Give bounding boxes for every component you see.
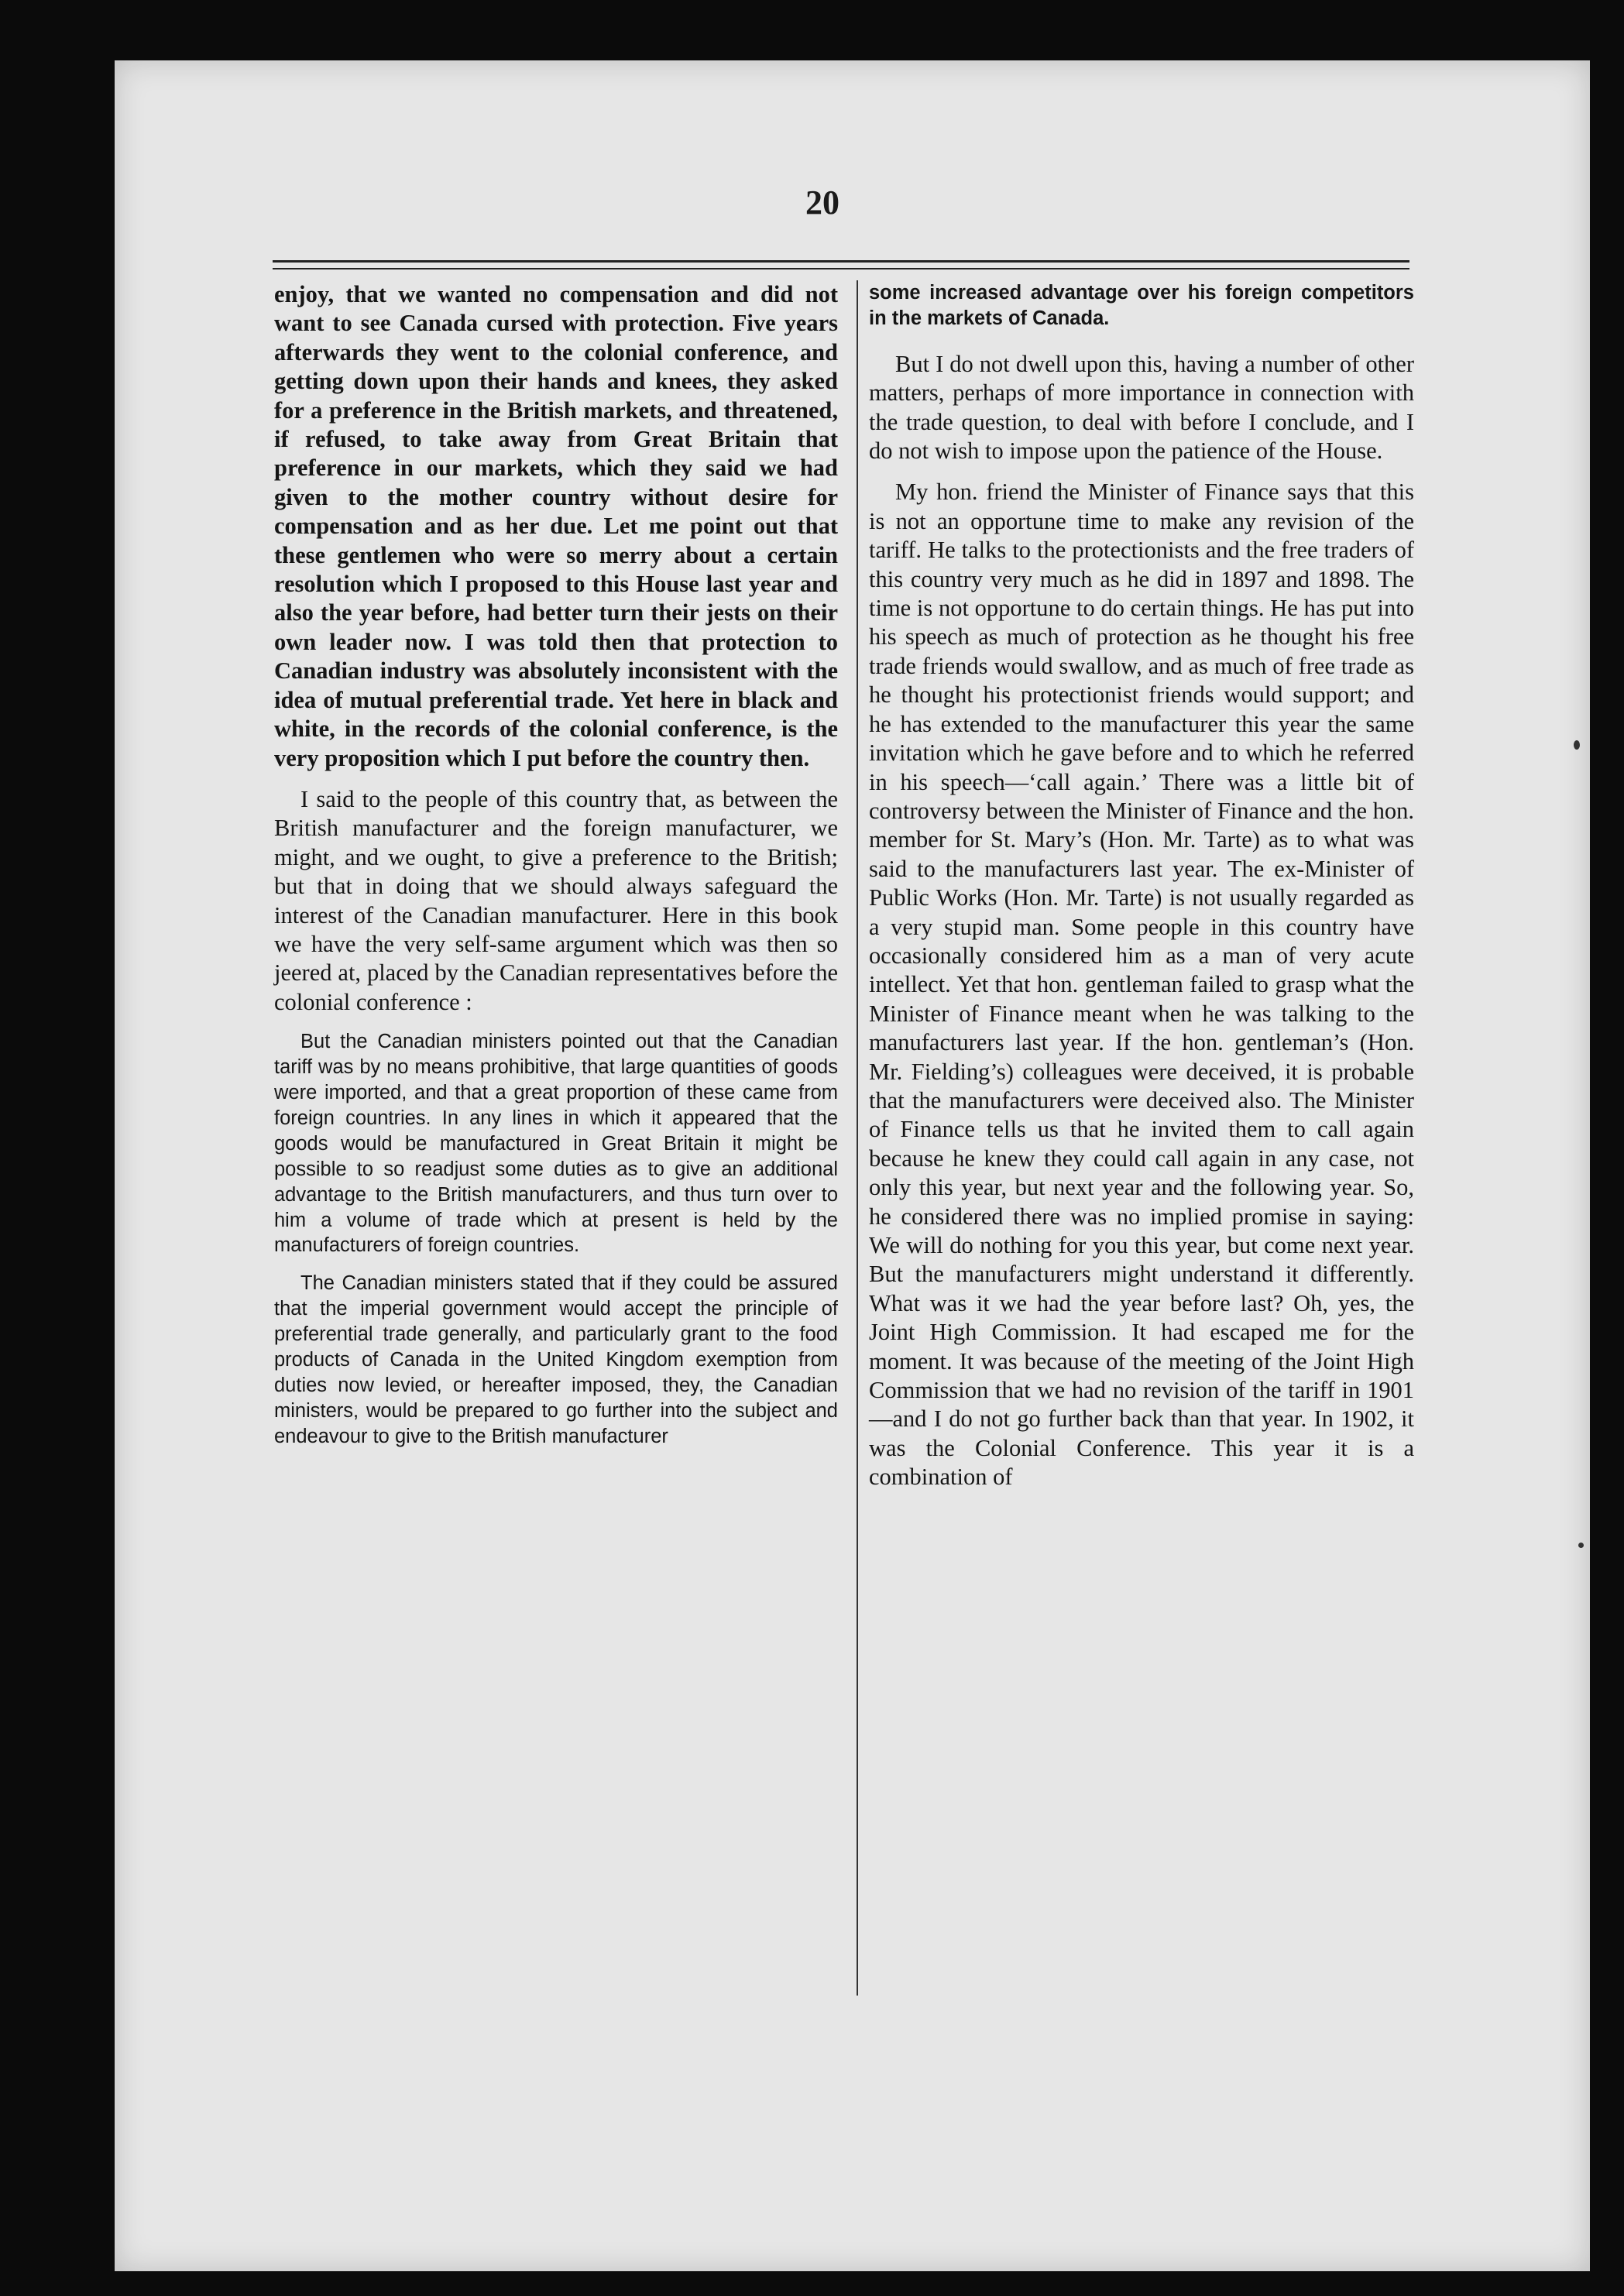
scan-speck [1578, 1543, 1584, 1548]
quoted-paragraph-1: But the Canadian ministers pointed out that the Canadian tariff was by no means prohibitive, that large quantities of goods were imported, and that a great proportion of these came from foreign countries. In any lines in which it appeared that the goods would be manufactured in Great Britain it might be possible to so readjust some duties as to give an additional advantage to the British manufacturers, and thus turn over to him a volume of trade which at present is held by the manufacturers of foreign countries. [274, 1031, 838, 1257]
right-column [869, 280, 1414, 1505]
continued-quote-text: some increased advantage over his foreign competitors in the markets of Canada. [869, 282, 1414, 329]
right-paragraph-1: But I do not dwell upon this, having a number of other matters, perhaps of more importance in connection with the trade question, to deal with before I conclude, and I do not wish to impose upon the patience of the House. [869, 350, 1414, 465]
scan-speck [1574, 740, 1580, 750]
page-number: 20 [805, 184, 839, 221]
left-paragraph-1: enjoy, that we wanted no compensation and did not want to see Canada cursed with protection. Five years afterwards they went to the colonial conference, and getting down upon their hands and knees, they asked for a preference in the British markets, and threatened, if refused, to take away from Great Britain that preference in our markets, which they said we had given to the mother country without desire for compensation and as her due. Let me point out that these gentlemen who were so merry about a certain resolution which I proposed to this House last year and also the year before, had better turn their jests on their own leader now. I was told then that protection to Canadian industry was absolutely inconsistent with the idea of mutual preferential trade. Yet here in black and white, in the records of the colonial conference, is the very proposition which I put before the country then. [274, 281, 838, 771]
column-divider [857, 280, 858, 1996]
header-rule-secondary [273, 268, 1409, 269]
right-paragraph-2: My hon. friend the Minister of Finance says that this is not an opportune time to make any revision of the tariff. He talks to the protectionists and the free traders of this country very much as he did in 1897 and 1898. The time is not opportune to do certain things. He has put into his speech as much of protection as he thought his free trade friends would swallow, and as much of free trade as he thought his protectionist friends would support; and he has extended to the manufacturer this year the same invitation which he gave before and to which he referred in his speech—‘call again.’ There was a little bit of controversy between the Minister of Finance and the hon. member for St. Mary’s (Hon. Mr. Tarte) as to what was said to the manufacturers last year. The ex-Minister of Public Works (Hon. Mr. Tarte) is not usually regarded as a very stupid man. Some people in this country have occasionally considered him as a man of very acute intellect. Yet that hon. gentleman failed to grasp what the Minister of Finance meant when he was talking to the manufacturers last year. If the hon. gentleman’s (Hon. Mr. Fielding’s) colleagues were deceived, it is probable that the manufacturers were deceived also. The Minister of Finance tells us that he invited them to call again because he knew they could call again in any case, not only this year, but next year and the following year. So, he considered there was no implied promise in saying: We will do nothing for you this year, but come next year. But the manufacturers might understand it differently. What was it we had the year before last? Oh, yes, the Joint High Commission. It had escaped me for the moment. It was because of the meeting of the Joint High Commission that we had no revision of the tariff in 1901—and I do not go further back than that year. In 1902, it was the Colonial Conference. This year it is a combination of [869, 479, 1414, 1491]
left-column [274, 280, 838, 1462]
quoted-paragraph-2: The Canadian ministers stated that if they could be assured that the imperial government would accept the principle of preferential trade generally, and particularly grant to the food products of Canada in the United Kingdom exemption from duties now levied, or hereafter imposed, they, the Canadian ministers, would be prepared to go further into the subject and endeavour to give to the British manufacturer [274, 1272, 838, 1447]
header-rule [273, 260, 1409, 263]
left-paragraph-2: I said to the people of this country that, as between the British manufacturer and the foreign manufacturer, we might, and we ought, to give a preference to the British; but that in doing that we should always safeguard the interest of the Canadian manufacturer. Here in this book we have the very self-same argument which was then so jeered at, placed by the Canadian representatives before the colonial conference : [274, 785, 838, 1015]
